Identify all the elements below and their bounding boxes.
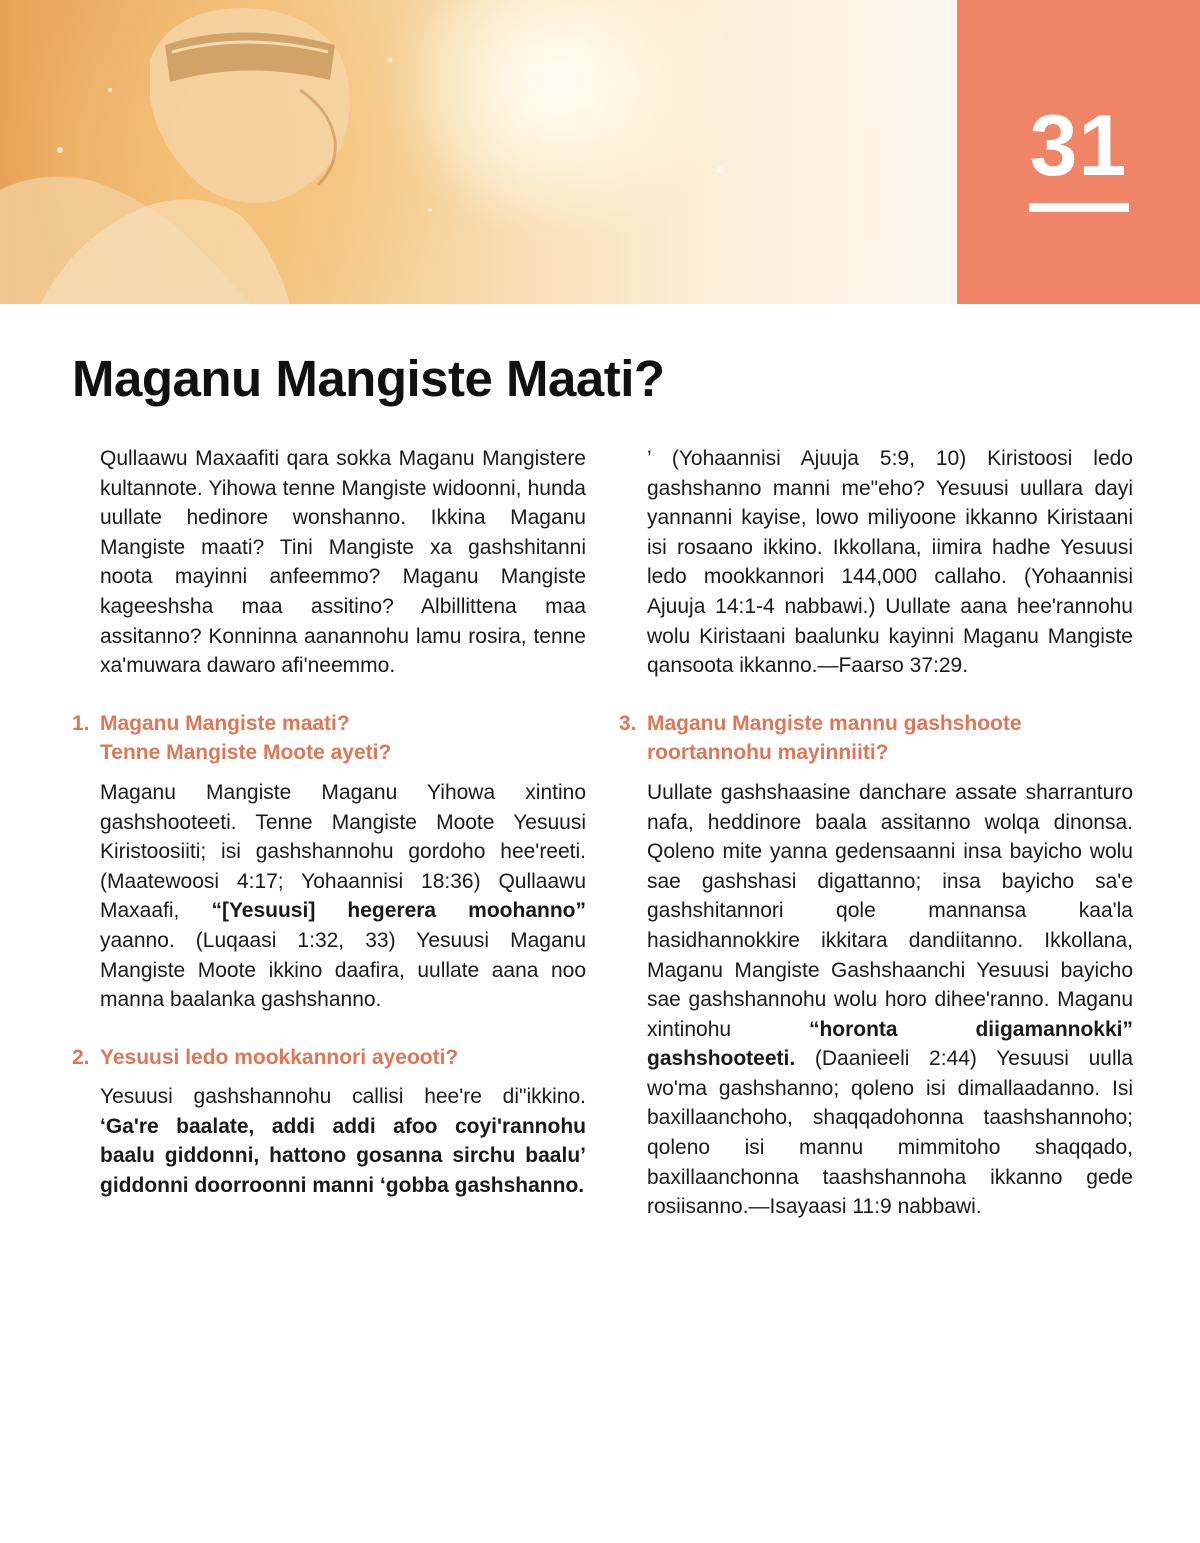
question-3-line-2: roortannohu mayinniiti? — [647, 741, 889, 765]
section-1-text-before: Maganu Mangiste Maganu Yihowa xintino gashshooteeti. Tenne Mangiste Moote Yesuusi Kiristoosiiti; isi gashshannohu gordoho hee'reeti. (Maatewoosi 4:17; Yohaannisi 18:36) Qullaawu Maxaafi, — [100, 780, 586, 923]
page-title: Maganu Mangiste Maati? — [72, 350, 665, 407]
king-illustration — [0, 0, 957, 304]
question-1-line-1: Maganu Mangiste maati? — [100, 711, 350, 735]
section-2-paragraph-continued — [647, 444, 1133, 681]
section-2-paragraph — [100, 1082, 586, 1200]
question-2 — [72, 1043, 586, 1073]
right-column — [619, 444, 1133, 1222]
section-3-text-after: (Daanieeli 2:44) Yesuusi uulla wo'ma gashshanno; qoleno isi dimallaadanno. Isi baxillaanchoho, shaqqadohonna taashshannoho; qoleno isi mannu mimmitoho shaqqado, baxillaanchonna taashshannoha ikkanno gede rosiisanno.—Isayaasi 11:9 nabbawi. — [647, 1047, 1133, 1219]
question-1-line-2: Tenne Mangiste Moote ayeti? — [100, 741, 392, 765]
section-3-paragraph — [647, 778, 1133, 1222]
section-1-text-after: yaanno. (Luqaasi 1:32, 33) Yesuusi Maganu Mangiste Moote ikkino daafira, uullate aana noo manna baalanka gashshanno. — [100, 928, 586, 1012]
chapter-badge — [957, 0, 1200, 304]
section-1-paragraph — [100, 778, 586, 1015]
section-3-bold-quote: “horonta diigamannokki” gashshooteeti. — [647, 1017, 1133, 1071]
chapter-number: 31 — [1029, 98, 1128, 194]
intro-paragraph: Qullaawu Maxaafiti qara sokka Maganu Mangistere kultannote. Yihowa tenne Mangiste widoonni, hunda uullate hedinore wonshanno. Ikkina Maganu Mangiste maati? Tini Mangiste xa gashshitanni noota mayinni anfeemmo? Maganu Mangiste kageeshsha maa assitino? Albillittena maa assitanno? Konninna aanannohu lamu rosira, tenne xa'muwara dawaro afi'neemmo. — [100, 447, 586, 678]
question-2-line-1: Yesuusi ledo mookkannori ayeooti? — [100, 1045, 459, 1069]
question-3 — [619, 709, 1133, 768]
question-number: 1. — [72, 711, 90, 735]
chapter-underline — [1029, 203, 1129, 212]
question-3-line-1: Maganu Mangiste mannu gashshoote — [647, 711, 1022, 735]
question-number: 2. — [72, 1045, 90, 1069]
question-number: 3. — [619, 711, 637, 735]
section-2-bold-quote: ‘Ga're baalate, addi addi afoo coyi'rannohu baalu giddonni, hattono gosanna sirchu baalu’ giddonni doorroonni manni ‘gobba gashshanno. — [100, 1114, 586, 1198]
section-1-bold-quote: “[Yesuusi] hegerera moohanno” — [211, 899, 586, 923]
left-column — [72, 444, 586, 1201]
section-2-text-continued: ’ (Yohaannisi Ajuuja 5:9, 10) Kiristoosi ledo gashshanno manni me"eho? Yesuusi uullara dayi yannanni kayise, lowo miliyoone ikkanno Kiristaani isi rosaano ikkino. Ikkollana, iimira hadhe Yesuusi ledo mookkannori 144,000 callaho. (Yohaannisi Ajuuja 14:1-4 nabbawi.) Uullate aana hee'rannohu wolu Kiristaani baalunku kayinni Maganu Mangiste qansoota ikkanno.—Faarso 37:29. — [647, 447, 1133, 678]
section-2-text-before: Yesuusi gashshannohu callisi hee're di"ikkino. — [100, 1085, 586, 1109]
section-3-text-before: Uullate gashshaasine danchare assate sharranturo nafa, heddinore baala assitanno wolqa dinonsa. Qoleno mite yanna gedensaanni insa bayicho wolu sae gashshasi digattanno; insa bayicho sa'e gashshitannori qole mannansa kaa'la hasidhannokkire ikkitara dandiitanno. Ikkollana, Maganu Mangiste Gashshaanchi Yesuusi bayicho sae gashshannohu wolu horo dihee'ranno. Maganu xintinohu — [647, 780, 1133, 1041]
hero-image — [0, 0, 957, 304]
question-1 — [72, 709, 586, 768]
